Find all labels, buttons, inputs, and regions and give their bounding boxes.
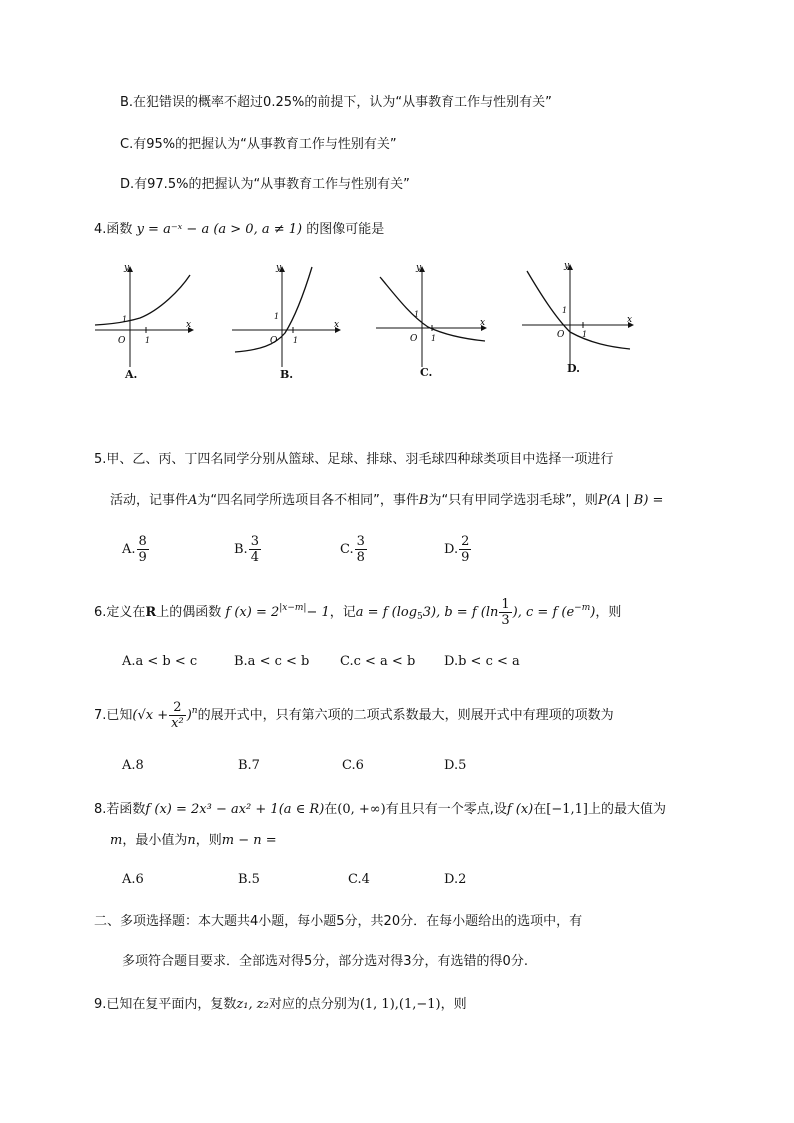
svg-text:x: x: [480, 318, 486, 328]
q5-prob: P(A | B) =: [597, 493, 664, 508]
q5-option-a: A. $\frac{8}{9}$: [122, 534, 147, 565]
q8-line1: 8.若函数f (x) = 2x³ − ax² + 1(a ∈ R)在(0, +∞)有且只有一个零点,设f (x)在[−1,1]上的最大值为: [94, 802, 666, 817]
svg-text:1: 1: [145, 336, 151, 345]
q8-line2: m，最小值为n，则m − n =: [110, 833, 277, 848]
svg-text:y: y: [416, 263, 422, 273]
q3-option-c: C.有95%的把握认为“从事教育工作与性别有关”: [120, 137, 397, 152]
q6-option-a: A.a < b < c: [122, 654, 198, 669]
q7-option-a: A.8: [122, 758, 144, 773]
svg-text:x: x: [186, 320, 192, 330]
svg-text:O: O: [118, 336, 126, 346]
q7-stem: 7.已知(√x + $\frac{2}{\text{x²}}$ )$^n$的展开式中，只有第六项的二项式系数最大，则展开式中有理项的项数为: [94, 700, 614, 731]
svg-text:O: O: [410, 334, 418, 344]
graph-a-label: A.: [125, 368, 138, 381]
q4-graphs: [0, 255, 794, 395]
q8-option-b: B.5: [238, 872, 260, 887]
svg-text:1: 1: [122, 315, 128, 324]
graph-c: [376, 263, 486, 367]
section2-instructions: 多项符合题目要求．全部选对得5分，部分选对得3分，有选错的得0分.: [122, 954, 528, 969]
q9-stem: 9.已知在复平面内，复数z₁, z₂对应的点分别为(1, 1),(1,−1)，则: [94, 997, 467, 1012]
svg-text:y: y: [276, 263, 282, 273]
svg-text:1: 1: [562, 306, 568, 315]
q8-option-a: A.6: [122, 872, 144, 887]
q3-option-d: D.有97.5%的把握认为“从事教育工作与性别有关”: [120, 177, 410, 192]
section2-heading: 二、多项选择题：本大题共4小题，每小题5分，共20分．在每小题给出的选项中，有: [94, 914, 583, 929]
svg-text:1: 1: [274, 312, 280, 321]
q5-line1: 5.甲、乙、丙、丁四名同学分别从篮球、足球、排球、羽毛球四种球类项目中选择一项进行: [94, 452, 614, 467]
graph-c-label: C.: [420, 366, 433, 379]
q6-option-c: C.c < a < b: [340, 654, 416, 669]
svg-text:1: 1: [293, 336, 299, 345]
q6-option-d: D.b < c < a: [444, 654, 520, 669]
svg-text:O: O: [270, 336, 278, 346]
svg-text:1: 1: [431, 334, 437, 343]
graph-b-label: B.: [280, 368, 294, 381]
svg-text:O: O: [557, 330, 565, 340]
q5-option-b: B. $\frac{3}{4}$: [234, 534, 259, 565]
q4-formula: y = a⁻ˣ − a (a > 0, a ≠ 1): [136, 222, 303, 237]
svg-text:1: 1: [414, 310, 420, 319]
q6-option-b: B.a < c < b: [234, 654, 310, 669]
svg-text:x: x: [627, 315, 633, 325]
q5-option-d: D. $\frac{2}{9}$: [444, 534, 470, 565]
graph-d-label: D.: [567, 362, 580, 375]
graph-a: [95, 263, 193, 367]
svg-text:x: x: [334, 320, 340, 330]
q3-option-b: B.在犯错误的概率不超过0.25%的前提下，认为“从事教育工作与性别有关”: [120, 95, 552, 110]
q8-option-c: C.4: [348, 872, 370, 887]
q8-option-d: D.2: [444, 872, 467, 887]
q6-stem: 6.定义在R上的偶函数 f $(x) = 2^{|x-m|}- 1$，记a = f $(\log_53)$, b = f (ln $\frac{1}{3}$ ), c = f $(e^{-m})$，则: [94, 597, 622, 628]
graph-d: [522, 261, 633, 367]
svg-text:y: y: [564, 261, 570, 271]
svg-text:1: 1: [582, 330, 588, 339]
graph-b: [232, 263, 340, 367]
q4-stem: 4.函数 y = a⁻ˣ − a (a > 0, a ≠ 1) 的图像可能是: [94, 222, 385, 237]
svg-text:y: y: [124, 263, 130, 273]
q7-option-d: D.5: [444, 758, 467, 773]
q5-option-c: C. $\frac{3}{8}$: [340, 534, 365, 565]
q7-option-b: B.7: [238, 758, 260, 773]
q7-option-c: C.6: [342, 758, 364, 773]
q5-line2: 活动，记事件A为“四名同学所选项目各不相同”，事件B为“只有甲同学选羽毛球”，则P(A | B) =: [110, 493, 664, 508]
